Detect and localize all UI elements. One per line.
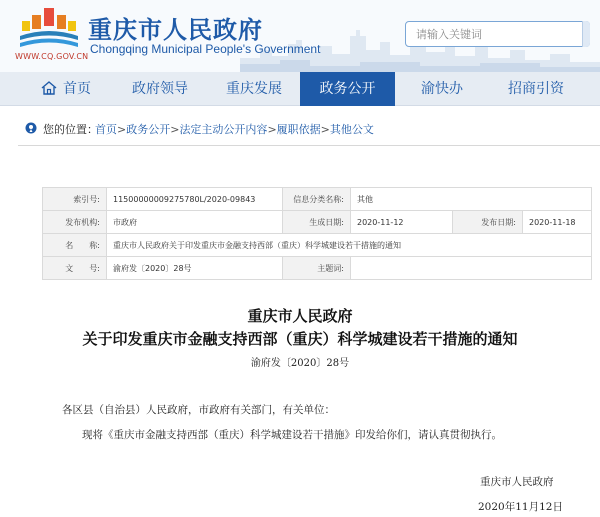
breadcrumb-separator: > [320,123,330,136]
document-title: 关于印发重庆市金融支持西部（重庆）科学城建设若干措施的通知 [82,330,518,348]
created-date-value: 2020-11-12 [351,211,453,234]
index-value: 11500000009275780L/2020-09843 [107,188,283,211]
document-signature: 重庆市人民政府 [480,476,554,488]
document-salutation: 各区县（自治县）人民政府，市政府有关部门，有关单位： [62,404,335,416]
breadcrumb-separator: > [117,123,127,136]
breadcrumb-separator: > [267,123,277,136]
publisher-label: 发布机构: [43,211,107,234]
table-row [43,211,592,234]
breadcrumb-item-government-affairs[interactable]: 政务公开 [126,123,171,136]
document-date: 2020年11月12日 [478,501,563,513]
breadcrumb-item-other-documents[interactable]: 其他公文 [329,123,374,136]
nav-item-development[interactable]: 重庆发展 [226,81,282,97]
main-nav [0,72,600,106]
search-button[interactable] [582,21,590,47]
breadcrumb-item-duty-basis[interactable]: 履职依据 [276,123,321,136]
breadcrumb-trail [95,121,374,137]
breadcrumb-label: 您的位置： [43,123,98,136]
site-header [0,0,600,72]
keywords-label: 主题词: [283,257,351,280]
nav-item-home[interactable] [18,72,114,106]
name-value: 重庆市人民政府关于印发重庆市金融支持西部（重庆）科学城建设若干措施的通知 [107,234,592,257]
name-label: 名 称: [43,234,107,257]
breadcrumb-divider [18,145,600,146]
nav-item-yukuaiban[interactable]: 渝快办 [421,81,463,97]
table-row [43,188,592,211]
nav-item-leaders[interactable]: 政府领导 [132,81,188,97]
nav-item-label: 首页 [63,81,91,97]
table-row [43,257,592,280]
document-body: 现将《重庆市金融支持西部（重庆）科学城建设若干措施》印发给你们，请认真贯彻执行。 [82,429,502,441]
category-value: 其他 [351,188,592,211]
breadcrumb-item-statutory-content[interactable]: 法定主动公开内容 [179,123,268,136]
site-subtitle: Chongqing Municipal People's Government [90,42,321,56]
created-date-label: 生成日期: [283,211,351,234]
doc-number-label: 文 号: [43,257,107,280]
table-row [43,234,592,257]
logo-domain-text: WWW.CQ.GOV.CN [15,52,89,61]
nav-item-government-affairs[interactable]: 政务公开 [300,72,395,106]
published-date-value: 2020-11-18 [523,211,592,234]
search-box [405,21,590,47]
published-date-label: 发布日期: [453,211,523,234]
document-info-table [42,187,592,280]
index-label: 索引号: [43,188,107,211]
doc-number-value: 渝府发〔2020〕28号 [107,257,283,280]
search-input[interactable] [406,22,584,46]
site-title: 重庆市人民政府 [88,16,263,44]
category-label: 信息分类名称: [283,188,351,211]
home-icon [41,81,57,95]
document-title-issuer: 重庆市人民政府 [247,307,353,325]
location-icon [25,122,37,134]
publisher-value: 市政府 [107,211,283,234]
nav-item-investment[interactable]: 招商引资 [508,81,564,97]
keywords-value [351,257,592,280]
breadcrumb-item-home[interactable]: 首页 [95,123,117,136]
breadcrumb-separator: > [170,123,180,136]
document-number: 渝府发〔2020〕28号 [250,358,350,369]
